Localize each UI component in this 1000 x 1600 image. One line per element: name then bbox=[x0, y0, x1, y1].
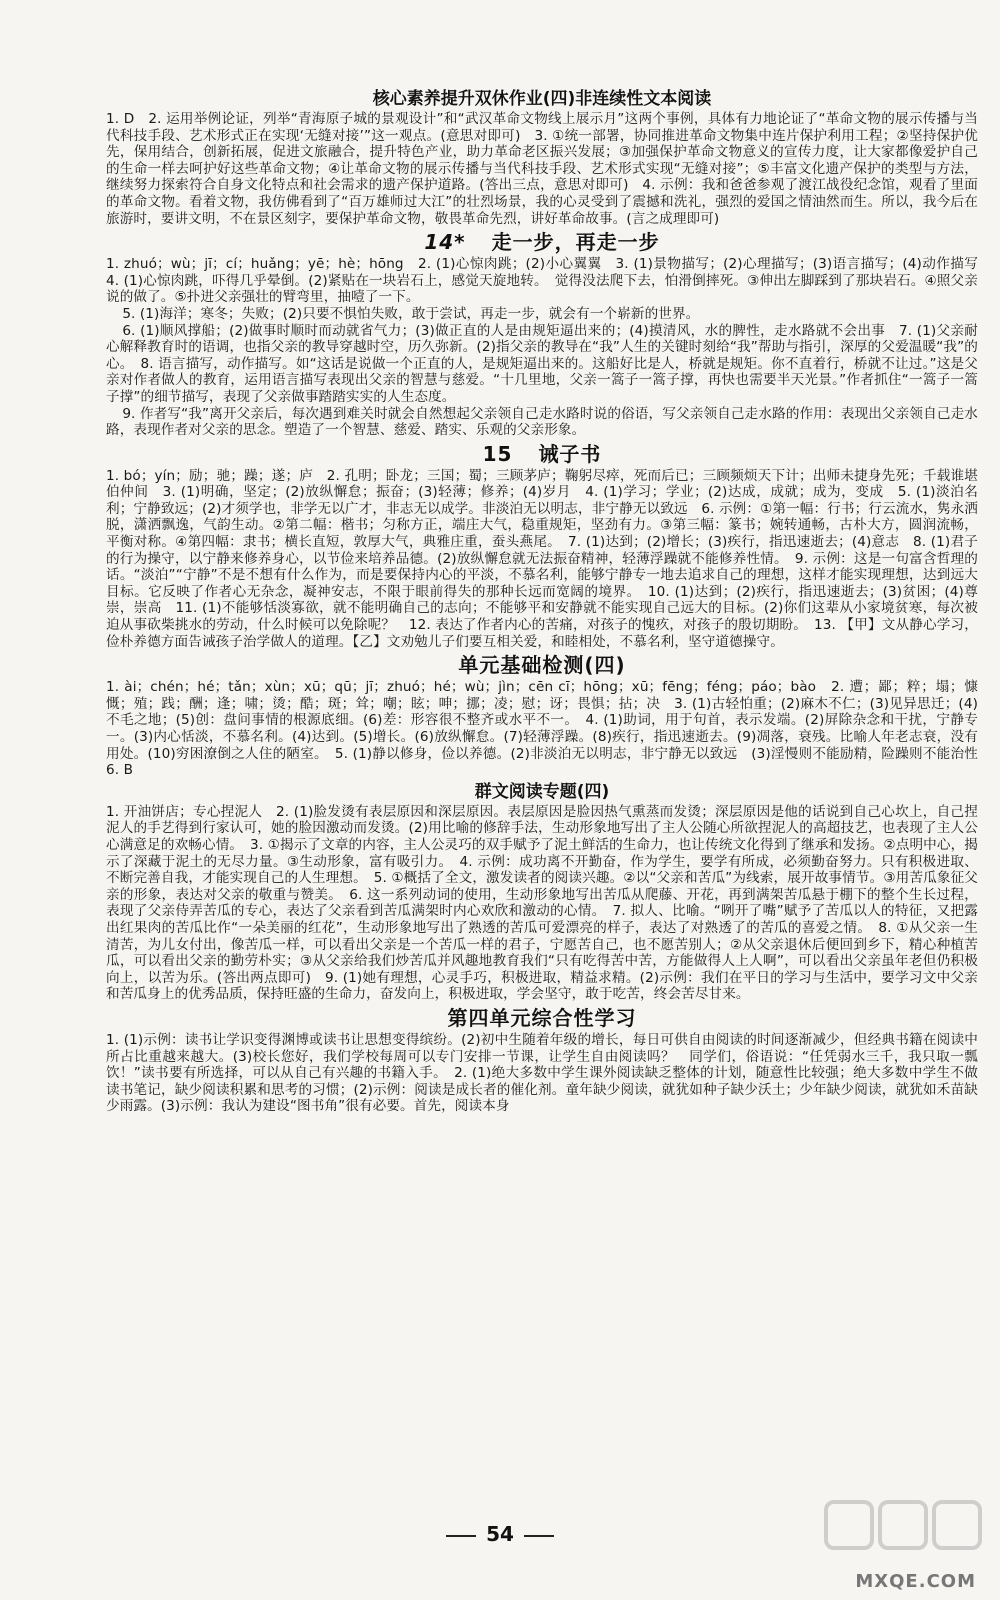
paragraph: 6. (1)顺风撑船；(2)做事时顺时而动就省气力；(3)做正直的人是由规矩逼出来的；(4)摸清风，水的脾性，走水路就不会出事 7. (1)父亲耐心解释教育时的语调，也指父亲的教导穿越时空，历久弥新。(2)指父亲的教导在“我”人生的关键时刻给“我”帮助与指引，深厚的父爱温暖“我”的心。 8. 语言描写，动作描写。如“这话是说做一个正直的人，是规矩逼出来的。这船好比是人，桥就是规矩。你不直着行，桥就不让过。”这是父亲对作者做人的教育，运用语言描写表现出父亲的智慧与慈爱。“十几里地，父亲一篙子一篙子撑，再快也需要半天光景。”作者抓住“一篙子一篙子撑”的细节描写，表现了父亲做事踏踏实实的人生态度。 bbox=[106, 322, 978, 405]
lesson-number: 14* bbox=[424, 230, 466, 255]
section-body bbox=[106, 804, 978, 1003]
section-title: 单元基础检测(四) bbox=[458, 653, 626, 678]
section-group-reading bbox=[106, 781, 978, 1003]
section-title: 诫子书 bbox=[538, 441, 602, 466]
section-body bbox=[106, 468, 978, 651]
paragraph: 1. ài；chén；hé；tǎn；xùn；xū；qū；jī；zhuó；hé；wù；jìn；cēn cī；hōng；xū；fēng；féng；páo；bào 2. 遭；鄙；粹；塌；慷慨；殖；践；酬；逢；啸；烫；酷；斑；耸；嘲；眩；呻；挪；凌；慰；讶；畏惧；拈；决 3. (1)古轻怕重；(2)麻木不仁；(3)见异思迁；(4)不毛之地；(5)创：盘问事情的根源底细。(6)差：形容很不整齐或水平不一。 4. (1)助词，用于句首，表示发端。(2)屏除杂念和干扰，宁静专一。(3)内心恬淡，不慕名利。(4)达到。(5)增长。(6)放纵懈怠。(7)轻薄浮躁。(8)疾行，指迅速逝去。(9)凋落，衰残。比喻人年老志衰，没有用处。(10)穷困潦倒之人住的陋室。 5. (1)静以修身，俭以养德。(2)非淡泊无以明志，非宁静无以致远 (3)淫慢则不能励精，险躁则不能治性 6. B bbox=[106, 679, 992, 779]
paragraph: 1. zhuó；wù；jī；cí；huǎng；yē；hè；hōng 2. (1)心惊肉跳；(2)小心翼翼 3. (1)景物描写；(2)心理描写；(3)语言描写；(4)动作描写 4. (1)心惊肉跳，吓得几乎晕倒。(2)紧贴在一块岩石上，感觉天旋地转。 觉得没法爬下去，怕滑倒摔死。③伸出左脚踩到了那块岩石。④照父亲说的做了。⑤扑进父亲强壮的臂弯里，抽噎了一下。 bbox=[106, 256, 992, 306]
section-weekend-homework bbox=[106, 88, 978, 227]
section-unit-test bbox=[106, 652, 992, 779]
section-title-row bbox=[106, 229, 978, 255]
section-body bbox=[106, 1032, 978, 1115]
footer-dash-right bbox=[524, 1535, 554, 1537]
footer-dash-left bbox=[446, 1535, 476, 1537]
section-title: 核心素养提升双休作业(四)非连续性文本阅读 bbox=[372, 89, 712, 109]
paragraph: 1. (1)示例：读书让学识变得渊博或读书让思想变得缤纷。(2)初中生随着年级的增长，每日可供自由阅读的时间逐渐减少，但经典书籍在阅读中所占比重越来越大。(3)校长您好，我们学校每周可以专门安排一节课，让学生自由阅读吗？ 同学们，俗语说：“任凭弱水三千，我只取一瓢饮！”读书要有所选择，可以从自己有兴趣的书籍入手。 2. (1)绝大多数中学生课外阅读缺乏整体的计划，随意性比较强；绝大多数中学生不做读书笔记，缺少阅读积累和思考的习惯；(2)示例：阅读是成长者的催化剂。童年缺少阅读，就犹如种子缺少沃土；少年缺少阅读，就犹如禾苗缺少雨露。(3)示例：我认为建设“图书角”很有必要。首先，阅读本身 bbox=[106, 1031, 978, 1115]
section-body bbox=[106, 111, 978, 227]
section-title: 群文阅读专题(四) bbox=[474, 781, 610, 802]
section-title: 第四单元综合性学习 bbox=[447, 1005, 637, 1030]
paragraph: 1. 开油饼店；专心捏泥人 2. (1)脸发烫有表层原因和深层原因。表层原因是脸因热气熏蒸而发烫；深层原因是他的话说到自己心坎上，自己捏泥人的手艺得到行家认可，她的脸因激动而发烫。(2)用比喻的修辞手法，生动形象地写出了主人公随心所欲捏泥人的高超技艺，也表现了主人公心满意足的欢畅心情。 3. ①揭示了文章的内容，主人公灵巧的双手赋予了泥土鲜活的生命力，也让传统文化得到了继承和发扬。②点明中心，揭示了深藏于泥土的无尽力量。③生动形象，富有吸引力。 4. 示例：成功离不开勤奋，作为学生，要学有所成，必须勤奋努力。只有积极进取、不断完善自我，才能实现自己的人生理想。 5. ①概括了全文，激发读者的阅读兴趣。②以“父亲和苦瓜”为线索，展开故事情节。③用苦瓜象征父亲的形象，表达对父亲的敬重与赞美。 6. 这一系列动词的使用，生动形象地写出苦瓜从爬藤、开花，再到满架苦瓜悬于棚下的整个生长过程，表现了父亲侍弄苦瓜的专心，表达了父亲看到苦瓜满架时内心欢欣和激动的心情。 7. 拟人、比喻。“咧开了嘴”赋予了苦瓜以人的特征，又把露出红果肉的苦瓜比作“一朵美丽的红花”，生动形象地写出了熟透的苦瓜可爱漂亮的样子，表达了对熟透了的苦瓜的喜爱之情。 8. ①从父亲一生清苦，为儿女付出，像苦瓜一样，可以看出父亲是一个苦瓜一样的君子，宁愿苦自己，也不愿苦别人；②从父亲退休后便回到乡下，精心种植苦瓜，可以看出父亲的勤劳朴实；③从父亲给我们炒苦瓜并风趣地教育我们“只有吃得苦中苦，方能做得人上人啊”，可以看出父亲虽年老但仍积极向上，以苦为乐。(答出两点即可) 9. (1)她有理想，心灵手巧，积极进取，精益求精。(2)示例：我们在平日的学习与生活中，要学习文中父亲和苦瓜身上的优秀品质，保持旺盛的生命力，奋发向上，积极进取，学会坚守，敢于吃苦，终会苦尽甘来。 bbox=[106, 803, 978, 1003]
section-body bbox=[106, 256, 992, 439]
paragraph: 9. 作者写“我”离开父亲后，每次遇到难关时就会自然想起父亲领自己走水路时说的俗语，写父亲领自己走水路的作用：表现出父亲领自己走水路，表现作者对父亲的思念。塑造了一个智慧、慈爱、踏实、乐观的父亲形象。 bbox=[106, 405, 978, 439]
paragraph: 1. bó；yín；励；驰；躁；遂；庐 2. 孔明；卧龙；三国；蜀；三顾茅庐；鞠躬尽瘁，死而后已；三顾频烦天下计；出师未捷身先死；千载谁堪伯仲间 3. (1)明确，坚定；(2)放纵懈怠；振奋；(3)轻薄；修养；(4)岁月 4. (1)学习；学业；(2)达成，成就；成为，变成 5. (1)淡泊名利；宁静致远；(2)才须学也，非学无以广才，非志无以成学。非淡泊无以明志，非宁静无以致远 6. 示例：①第一幅：行书；行云流水，隽永洒脱，潇洒飘逸，气韵生动。②第二幅：楷书；匀称方正，端庄大气，稳重规矩，坚劲有力。③第三幅：篆书；婉转通畅，古朴大方，圆润流畅，平衡对称。④第四幅：隶书；横长直短，敦厚大气，典雅庄重，蚕头燕尾。 7. (1)达到；(2)增长；(3)疾行，指迅速逝去；(4)意志 8. (1)君子的行为操守，以宁静来修养身心，以节俭来培养品德。(2)放纵懈怠就无法振奋精神，轻薄浮躁就不能修养性情。 9. 示例：这是一句富含哲理的话。“淡泊”“宁静”不是不想有什么作为，而是要保持内心的平淡，不慕名利，能够宁静专一地去追求自己的理想，这样才能实现理想，达到远大目标。它反映了作者心无杂念，凝神安志，不限于眼前得失的那种长远而宽阔的境界。 10. (1)达到；(2)疾行，指迅速逝去；(3)贫困；(4)尊崇，崇高 11. (1)不能够恬淡寡欲，就不能明确自己的志向；不能够平和安静就不能实现自己远大的目标。(2)你们这辈从小家境贫寒，每次被迫从事砍柴挑水的劳动，什么时候可以免除呢？ 12. 表达了作者内心的苦痛，对孩子的愧疚，对孩子的殷切期盼。 13. 【甲】文从静心学习，俭朴养德方面告诫孩子治学做人的道理。【乙】文劝勉儿子们要互相关爱，和睦相处，不慕名利，坚守道德操守。 bbox=[106, 467, 978, 650]
section-body bbox=[106, 679, 992, 779]
section-comprehensive-study bbox=[106, 1005, 978, 1115]
section-lesson-14 bbox=[106, 229, 992, 439]
paragraph: 5. (1)海洋；寒冬；失败；(2)只要不惧怕失败，敢于尝试，再走一步，就会有一个崭新的世界。 bbox=[122, 305, 700, 322]
watermark-text: MXQE.COM bbox=[855, 1571, 976, 1592]
section-title: 走一步，再走一步 bbox=[491, 230, 660, 255]
page-number: 54 bbox=[486, 1522, 514, 1546]
paragraph: 1. D 2. 运用举例论证，列举“青海原子城的景观设计”和“武汉革命文物线上展示月”这两个事例，具体有力地论证了“革命文物的展示传播与当代科技手段、艺术形式正在实现‘无缝对接’”这一观点。(意思对即可) 3. ①统一部署，协同推进革命文物集中连片保护利用工程；②坚持保护优先，保用结合，创新拓展，促进文旅融合，提升特色产业，助力革命老区振兴发展；③加强保护革命文物意义的宣传力度，让大家都像爱护自己的生命一样去呵护好这些革命文物；④让革命文物的展示传播与当代科技手段、艺术形式实现“无缝对接”；⑤丰富文化遗产保护的类型与方法，继续努力探索符合自身文化特点和社会需求的遗产保护道路。(答出三点，意思对即可) 4. 示例：我和爸爸参观了渡江战役纪念馆，观看了里面的革命文物。看着文物，我仿佛看到了“百万雄师过大江”的壮烈场景，我的心灵受到了震撼和洗礼，强烈的爱国之情油然而生。所以，我今后在旅游时，要讲文明，不在景区刻字，要保护革命文物，敬畏革命先烈，讲好革命故事。(言之成理即可) bbox=[106, 111, 978, 227]
section-title-row bbox=[106, 441, 978, 467]
section-lesson-15 bbox=[106, 441, 978, 651]
lesson-number: 15 bbox=[482, 441, 513, 466]
